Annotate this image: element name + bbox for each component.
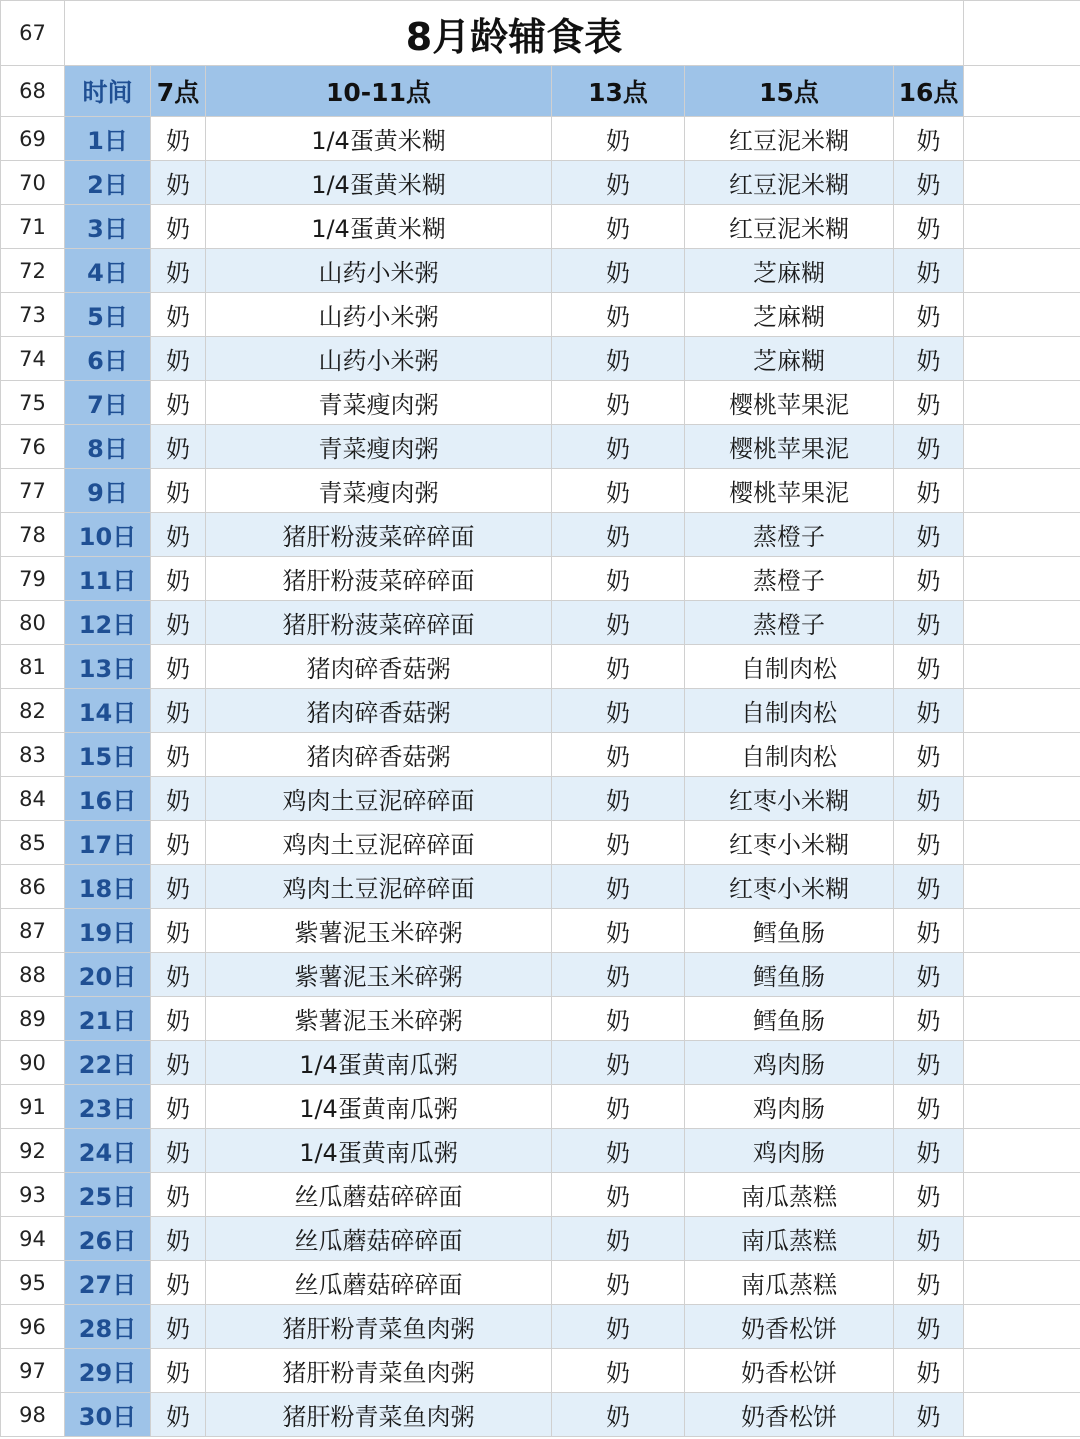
table-row [1, 1349, 1080, 1393]
cell-10-11[interactable]: 1/4蛋黄米糊 [206, 117, 552, 161]
date-cell[interactable]: 14日 [65, 689, 151, 733]
cell-13[interactable]: 奶 [552, 1217, 685, 1261]
cell-13[interactable]: 奶 [552, 601, 685, 645]
cell-7[interactable]: 奶 [151, 1173, 206, 1217]
cell-16[interactable]: 奶 [894, 733, 964, 777]
cell-15[interactable]: 自制肉松 [685, 645, 894, 689]
empty-cell[interactable] [964, 469, 1080, 513]
cell-15[interactable]: 南瓜蒸糕 [685, 1173, 894, 1217]
header-row [1, 66, 1080, 117]
cell-10-11[interactable]: 丝瓜蘑菇碎碎面 [206, 1261, 552, 1305]
cell-7[interactable]: 奶 [151, 249, 206, 293]
cell-10-11[interactable]: 1/4蛋黄米糊 [206, 205, 552, 249]
cell-7[interactable]: 奶 [151, 1041, 206, 1085]
date-cell[interactable]: 9日 [65, 469, 151, 513]
cell-13[interactable]: 奶 [552, 821, 685, 865]
sheet-title[interactable]: 8月龄辅食表 [65, 1, 964, 66]
cell-15[interactable]: 自制肉松 [685, 733, 894, 777]
row-number[interactable]: 74 [1, 337, 65, 381]
table-row [1, 1085, 1080, 1129]
cell-7[interactable]: 奶 [151, 777, 206, 821]
date-cell[interactable]: 16日 [65, 777, 151, 821]
cell-16[interactable]: 奶 [894, 1349, 964, 1393]
header-time[interactable]: 时间 [65, 66, 151, 117]
cell-16[interactable]: 奶 [894, 1041, 964, 1085]
table-row [1, 337, 1080, 381]
date-cell[interactable]: 11日 [65, 557, 151, 601]
row-number[interactable]: 92 [1, 1129, 65, 1173]
cell-15[interactable]: 红枣小米糊 [685, 777, 894, 821]
cell-10-11[interactable]: 鸡肉土豆泥碎碎面 [206, 821, 552, 865]
empty-cell[interactable] [964, 1173, 1080, 1217]
cell-15[interactable]: 鸡肉肠 [685, 1129, 894, 1173]
cell-15[interactable]: 南瓜蒸糕 [685, 1261, 894, 1305]
date-cell[interactable]: 8日 [65, 425, 151, 469]
empty-cell[interactable] [964, 513, 1080, 557]
cell-15[interactable]: 红豆泥米糊 [685, 205, 894, 249]
row-number[interactable]: 98 [1, 1393, 65, 1437]
row-number[interactable]: 86 [1, 865, 65, 909]
cell-16[interactable]: 奶 [894, 645, 964, 689]
row-number[interactable]: 83 [1, 733, 65, 777]
row-number[interactable]: 73 [1, 293, 65, 337]
cell-13[interactable]: 奶 [552, 557, 685, 601]
table-row [1, 1393, 1080, 1437]
cell-15[interactable]: 红豆泥米糊 [685, 117, 894, 161]
cell-16[interactable]: 奶 [894, 1393, 964, 1437]
cell-16[interactable]: 奶 [894, 909, 964, 953]
empty-cell[interactable] [964, 997, 1080, 1041]
row-number[interactable]: 90 [1, 1041, 65, 1085]
cell-15[interactable]: 红枣小米糊 [685, 821, 894, 865]
date-cell[interactable]: 29日 [65, 1349, 151, 1393]
row-number[interactable]: 85 [1, 821, 65, 865]
cell-15[interactable]: 蒸橙子 [685, 557, 894, 601]
cell-7[interactable]: 奶 [151, 689, 206, 733]
row-number[interactable]: 69 [1, 117, 65, 161]
empty-cell[interactable] [964, 953, 1080, 997]
cell-10-11[interactable]: 鸡肉土豆泥碎碎面 [206, 865, 552, 909]
cell-7[interactable]: 奶 [151, 645, 206, 689]
table-row [1, 161, 1080, 205]
cell-7[interactable]: 奶 [151, 293, 206, 337]
cell-7[interactable]: 奶 [151, 1085, 206, 1129]
empty-cell[interactable] [964, 381, 1080, 425]
table-row [1, 777, 1080, 821]
header-16[interactable]: 16点 [894, 66, 964, 117]
cell-10-11[interactable]: 猪肉碎香菇粥 [206, 733, 552, 777]
cell-13[interactable]: 奶 [552, 645, 685, 689]
table-row [1, 909, 1080, 953]
date-cell[interactable]: 15日 [65, 733, 151, 777]
cell-16[interactable]: 奶 [894, 1261, 964, 1305]
cell-7[interactable]: 奶 [151, 513, 206, 557]
row-number[interactable]: 84 [1, 777, 65, 821]
empty-cell[interactable] [964, 865, 1080, 909]
cell-7[interactable]: 奶 [151, 1349, 206, 1393]
cell-15[interactable]: 奶香松饼 [685, 1349, 894, 1393]
empty-cell[interactable] [964, 293, 1080, 337]
cell-16[interactable]: 奶 [894, 425, 964, 469]
date-cell[interactable]: 19日 [65, 909, 151, 953]
cell-16[interactable]: 奶 [894, 821, 964, 865]
table-row [1, 249, 1080, 293]
cell-13[interactable]: 奶 [552, 1173, 685, 1217]
cell-13[interactable]: 奶 [552, 1129, 685, 1173]
empty-cell[interactable] [964, 161, 1080, 205]
cell-10-11[interactable]: 猪肝粉青菜鱼肉粥 [206, 1393, 552, 1437]
table-row [1, 1261, 1080, 1305]
row-number[interactable]: 81 [1, 645, 65, 689]
empty-cell[interactable] [964, 821, 1080, 865]
row-number[interactable]: 71 [1, 205, 65, 249]
empty-cell[interactable] [964, 1041, 1080, 1085]
cell-7[interactable]: 奶 [151, 821, 206, 865]
date-cell[interactable]: 21日 [65, 997, 151, 1041]
cell-16[interactable]: 奶 [894, 1085, 964, 1129]
row-number[interactable]: 94 [1, 1217, 65, 1261]
row-number[interactable]: 79 [1, 557, 65, 601]
cell-13[interactable]: 奶 [552, 337, 685, 381]
cell-16[interactable]: 奶 [894, 337, 964, 381]
cell-10-11[interactable]: 猪肉碎香菇粥 [206, 645, 552, 689]
cell-16[interactable]: 奶 [894, 1173, 964, 1217]
cell-16[interactable]: 奶 [894, 1129, 964, 1173]
cell-16[interactable]: 奶 [894, 293, 964, 337]
row-number[interactable]: 87 [1, 909, 65, 953]
cell-10-11[interactable]: 猪肝粉菠菜碎碎面 [206, 601, 552, 645]
cell-10-11[interactable]: 紫薯泥玉米碎粥 [206, 953, 552, 997]
table-row [1, 1173, 1080, 1217]
table-row [1, 293, 1080, 337]
cell-15[interactable]: 南瓜蒸糕 [685, 1217, 894, 1261]
title-row [1, 1, 1080, 66]
cell-7[interactable]: 奶 [151, 205, 206, 249]
cell-15[interactable]: 蒸橙子 [685, 601, 894, 645]
cell-10-11[interactable]: 1/4蛋黄南瓜粥 [206, 1129, 552, 1173]
table-row [1, 821, 1080, 865]
empty-cell[interactable] [964, 249, 1080, 293]
row-number[interactable]: 96 [1, 1305, 65, 1349]
empty-cell[interactable] [964, 1349, 1080, 1393]
cell-10-11[interactable]: 丝瓜蘑菇碎碎面 [206, 1217, 552, 1261]
date-cell[interactable]: 27日 [65, 1261, 151, 1305]
cell-13[interactable]: 奶 [552, 1393, 685, 1437]
cell-7[interactable]: 奶 [151, 865, 206, 909]
cell-13[interactable]: 奶 [552, 1085, 685, 1129]
cell-7[interactable]: 奶 [151, 601, 206, 645]
cell-15[interactable]: 红豆泥米糊 [685, 161, 894, 205]
date-cell[interactable]: 1日 [65, 117, 151, 161]
table-row [1, 1129, 1080, 1173]
empty-cell[interactable] [964, 1393, 1080, 1437]
cell-13[interactable]: 奶 [552, 249, 685, 293]
date-cell[interactable]: 10日 [65, 513, 151, 557]
table-row [1, 513, 1080, 557]
cell-10-11[interactable]: 紫薯泥玉米碎粥 [206, 909, 552, 953]
cell-10-11[interactable]: 猪肝粉青菜鱼肉粥 [206, 1349, 552, 1393]
table-row [1, 1217, 1080, 1261]
cell-13[interactable]: 奶 [552, 469, 685, 513]
table-row [1, 1041, 1080, 1085]
cell-13[interactable]: 奶 [552, 1041, 685, 1085]
cell-16[interactable]: 奶 [894, 381, 964, 425]
cell-7[interactable]: 奶 [151, 117, 206, 161]
row-number[interactable]: 80 [1, 601, 65, 645]
header-15[interactable]: 15点 [685, 66, 894, 117]
empty-cell[interactable] [964, 689, 1080, 733]
cell-16[interactable]: 奶 [894, 1217, 964, 1261]
cell-16[interactable]: 奶 [894, 601, 964, 645]
cell-10-11[interactable]: 紫薯泥玉米碎粥 [206, 997, 552, 1041]
cell-15[interactable]: 芝麻糊 [685, 293, 894, 337]
cell-10-11[interactable]: 1/4蛋黄南瓜粥 [206, 1041, 552, 1085]
cell-13[interactable]: 奶 [552, 381, 685, 425]
cell-16[interactable]: 奶 [894, 513, 964, 557]
row-number[interactable]: 67 [1, 1, 65, 66]
cell-16[interactable]: 奶 [894, 865, 964, 909]
date-cell[interactable]: 12日 [65, 601, 151, 645]
cell-15[interactable]: 红枣小米糊 [685, 865, 894, 909]
cell-7[interactable]: 奶 [151, 469, 206, 513]
table-row [1, 117, 1080, 161]
header-13[interactable]: 13点 [552, 66, 685, 117]
cell-16[interactable]: 奶 [894, 205, 964, 249]
row-number[interactable]: 68 [1, 66, 65, 117]
cell-13[interactable]: 奶 [552, 953, 685, 997]
date-cell[interactable]: 26日 [65, 1217, 151, 1261]
cell-15[interactable]: 奶香松饼 [685, 1393, 894, 1437]
empty-cell[interactable] [964, 645, 1080, 689]
table-row [1, 557, 1080, 601]
cell-7[interactable]: 奶 [151, 953, 206, 997]
date-cell[interactable]: 23日 [65, 1085, 151, 1129]
cell-16[interactable]: 奶 [894, 997, 964, 1041]
cell-16[interactable]: 奶 [894, 689, 964, 733]
cell-13[interactable]: 奶 [552, 161, 685, 205]
table-row [1, 689, 1080, 733]
row-number[interactable]: 78 [1, 513, 65, 557]
empty-cell[interactable] [964, 1085, 1080, 1129]
cell-10-11[interactable]: 山药小米粥 [206, 337, 552, 381]
table-row [1, 425, 1080, 469]
date-cell[interactable]: 17日 [65, 821, 151, 865]
date-cell[interactable]: 25日 [65, 1173, 151, 1217]
table-row [1, 469, 1080, 513]
cell-13[interactable]: 奶 [552, 117, 685, 161]
cell-7[interactable]: 奶 [151, 425, 206, 469]
cell-16[interactable]: 奶 [894, 117, 964, 161]
cell-13[interactable]: 奶 [552, 513, 685, 557]
cell-10-11[interactable]: 猪肝粉菠菜碎碎面 [206, 557, 552, 601]
cell-7[interactable]: 奶 [151, 381, 206, 425]
cell-10-11[interactable]: 山药小米粥 [206, 249, 552, 293]
row-number[interactable]: 88 [1, 953, 65, 997]
cell-13[interactable]: 奶 [552, 293, 685, 337]
row-number[interactable]: 89 [1, 997, 65, 1041]
row-number[interactable]: 91 [1, 1085, 65, 1129]
cell-15[interactable]: 鳕鱼肠 [685, 909, 894, 953]
date-cell[interactable]: 28日 [65, 1305, 151, 1349]
cell-16[interactable]: 奶 [894, 469, 964, 513]
cell-7[interactable]: 奶 [151, 733, 206, 777]
cell-10-11[interactable]: 青菜瘦肉粥 [206, 469, 552, 513]
cell-15[interactable]: 鳕鱼肠 [685, 997, 894, 1041]
row-number[interactable]: 93 [1, 1173, 65, 1217]
date-cell[interactable]: 22日 [65, 1041, 151, 1085]
empty-cell[interactable] [964, 777, 1080, 821]
cell-7[interactable]: 奶 [151, 909, 206, 953]
row-number[interactable]: 72 [1, 249, 65, 293]
cell-7[interactable]: 奶 [151, 997, 206, 1041]
cell-15[interactable]: 鳕鱼肠 [685, 953, 894, 997]
date-cell[interactable]: 7日 [65, 381, 151, 425]
empty-cell[interactable] [964, 1305, 1080, 1349]
cell-15[interactable]: 自制肉松 [685, 689, 894, 733]
date-cell[interactable]: 30日 [65, 1393, 151, 1437]
date-cell[interactable]: 13日 [65, 645, 151, 689]
row-number[interactable]: 77 [1, 469, 65, 513]
cell-13[interactable]: 奶 [552, 1305, 685, 1349]
cell-10-11[interactable]: 鸡肉土豆泥碎碎面 [206, 777, 552, 821]
cell-13[interactable]: 奶 [552, 909, 685, 953]
header-7[interactable]: 7点 [151, 66, 206, 117]
date-cell[interactable]: 24日 [65, 1129, 151, 1173]
cell-13[interactable]: 奶 [552, 1261, 685, 1305]
empty-cell[interactable] [964, 66, 1080, 117]
cell-15[interactable]: 樱桃苹果泥 [685, 425, 894, 469]
date-cell[interactable]: 3日 [65, 205, 151, 249]
empty-cell[interactable] [964, 601, 1080, 645]
cell-16[interactable]: 奶 [894, 777, 964, 821]
table-row [1, 865, 1080, 909]
cell-16[interactable]: 奶 [894, 953, 964, 997]
table-row [1, 953, 1080, 997]
cell-10-11[interactable]: 猪肝粉菠菜碎碎面 [206, 513, 552, 557]
cell-16[interactable]: 奶 [894, 161, 964, 205]
empty-cell[interactable] [964, 205, 1080, 249]
empty-cell[interactable] [964, 425, 1080, 469]
cell-16[interactable]: 奶 [894, 249, 964, 293]
cell-15[interactable]: 鸡肉肠 [685, 1041, 894, 1085]
empty-cell[interactable] [964, 557, 1080, 601]
cell-7[interactable]: 奶 [151, 337, 206, 381]
row-number[interactable]: 97 [1, 1349, 65, 1393]
table-row [1, 1305, 1080, 1349]
date-cell[interactable]: 18日 [65, 865, 151, 909]
table-row [1, 733, 1080, 777]
cell-15[interactable]: 樱桃苹果泥 [685, 381, 894, 425]
row-number[interactable]: 75 [1, 381, 65, 425]
cell-13[interactable]: 奶 [552, 425, 685, 469]
empty-cell[interactable] [964, 909, 1080, 953]
cell-10-11[interactable]: 青菜瘦肉粥 [206, 381, 552, 425]
cell-15[interactable]: 樱桃苹果泥 [685, 469, 894, 513]
row-number[interactable]: 70 [1, 161, 65, 205]
table-row [1, 205, 1080, 249]
table-row [1, 381, 1080, 425]
empty-cell[interactable] [964, 1129, 1080, 1173]
cell-16[interactable]: 奶 [894, 557, 964, 601]
cell-7[interactable]: 奶 [151, 1305, 206, 1349]
empty-cell[interactable] [964, 1217, 1080, 1261]
row-number[interactable]: 82 [1, 689, 65, 733]
cell-7[interactable]: 奶 [151, 1129, 206, 1173]
table-row [1, 645, 1080, 689]
cell-15[interactable]: 奶香松饼 [685, 1305, 894, 1349]
empty-cell[interactable] [964, 337, 1080, 381]
cell-13[interactable]: 奶 [552, 689, 685, 733]
cell-15[interactable]: 蒸橙子 [685, 513, 894, 557]
header-10-11[interactable]: 10-11点 [206, 66, 552, 117]
cell-7[interactable]: 奶 [151, 161, 206, 205]
cell-16[interactable]: 奶 [894, 1305, 964, 1349]
cell-10-11[interactable]: 1/4蛋黄米糊 [206, 161, 552, 205]
row-number[interactable]: 76 [1, 425, 65, 469]
cell-13[interactable]: 奶 [552, 1349, 685, 1393]
cell-15[interactable]: 鸡肉肠 [685, 1085, 894, 1129]
empty-cell[interactable] [964, 1, 1080, 66]
date-cell[interactable]: 5日 [65, 293, 151, 337]
cell-13[interactable]: 奶 [552, 733, 685, 777]
cell-7[interactable]: 奶 [151, 1261, 206, 1305]
empty-cell[interactable] [964, 117, 1080, 161]
table-row [1, 601, 1080, 645]
cell-7[interactable]: 奶 [151, 1393, 206, 1437]
cell-7[interactable]: 奶 [151, 557, 206, 601]
cell-13[interactable]: 奶 [552, 777, 685, 821]
empty-cell[interactable] [964, 733, 1080, 777]
cell-13[interactable]: 奶 [552, 205, 685, 249]
date-cell[interactable]: 20日 [65, 953, 151, 997]
date-cell[interactable]: 2日 [65, 161, 151, 205]
date-cell[interactable]: 6日 [65, 337, 151, 381]
cell-7[interactable]: 奶 [151, 1217, 206, 1261]
cell-15[interactable]: 芝麻糊 [685, 337, 894, 381]
cell-13[interactable]: 奶 [552, 865, 685, 909]
cell-10-11[interactable]: 青菜瘦肉粥 [206, 425, 552, 469]
cell-10-11[interactable]: 猪肝粉青菜鱼肉粥 [206, 1305, 552, 1349]
cell-15[interactable]: 芝麻糊 [685, 249, 894, 293]
table-row [1, 997, 1080, 1041]
date-cell[interactable]: 4日 [65, 249, 151, 293]
cell-10-11[interactable]: 山药小米粥 [206, 293, 552, 337]
cell-13[interactable]: 奶 [552, 997, 685, 1041]
cell-10-11[interactable]: 丝瓜蘑菇碎碎面 [206, 1173, 552, 1217]
empty-cell[interactable] [964, 1261, 1080, 1305]
cell-10-11[interactable]: 1/4蛋黄南瓜粥 [206, 1085, 552, 1129]
row-number[interactable]: 95 [1, 1261, 65, 1305]
cell-10-11[interactable]: 猪肉碎香菇粥 [206, 689, 552, 733]
